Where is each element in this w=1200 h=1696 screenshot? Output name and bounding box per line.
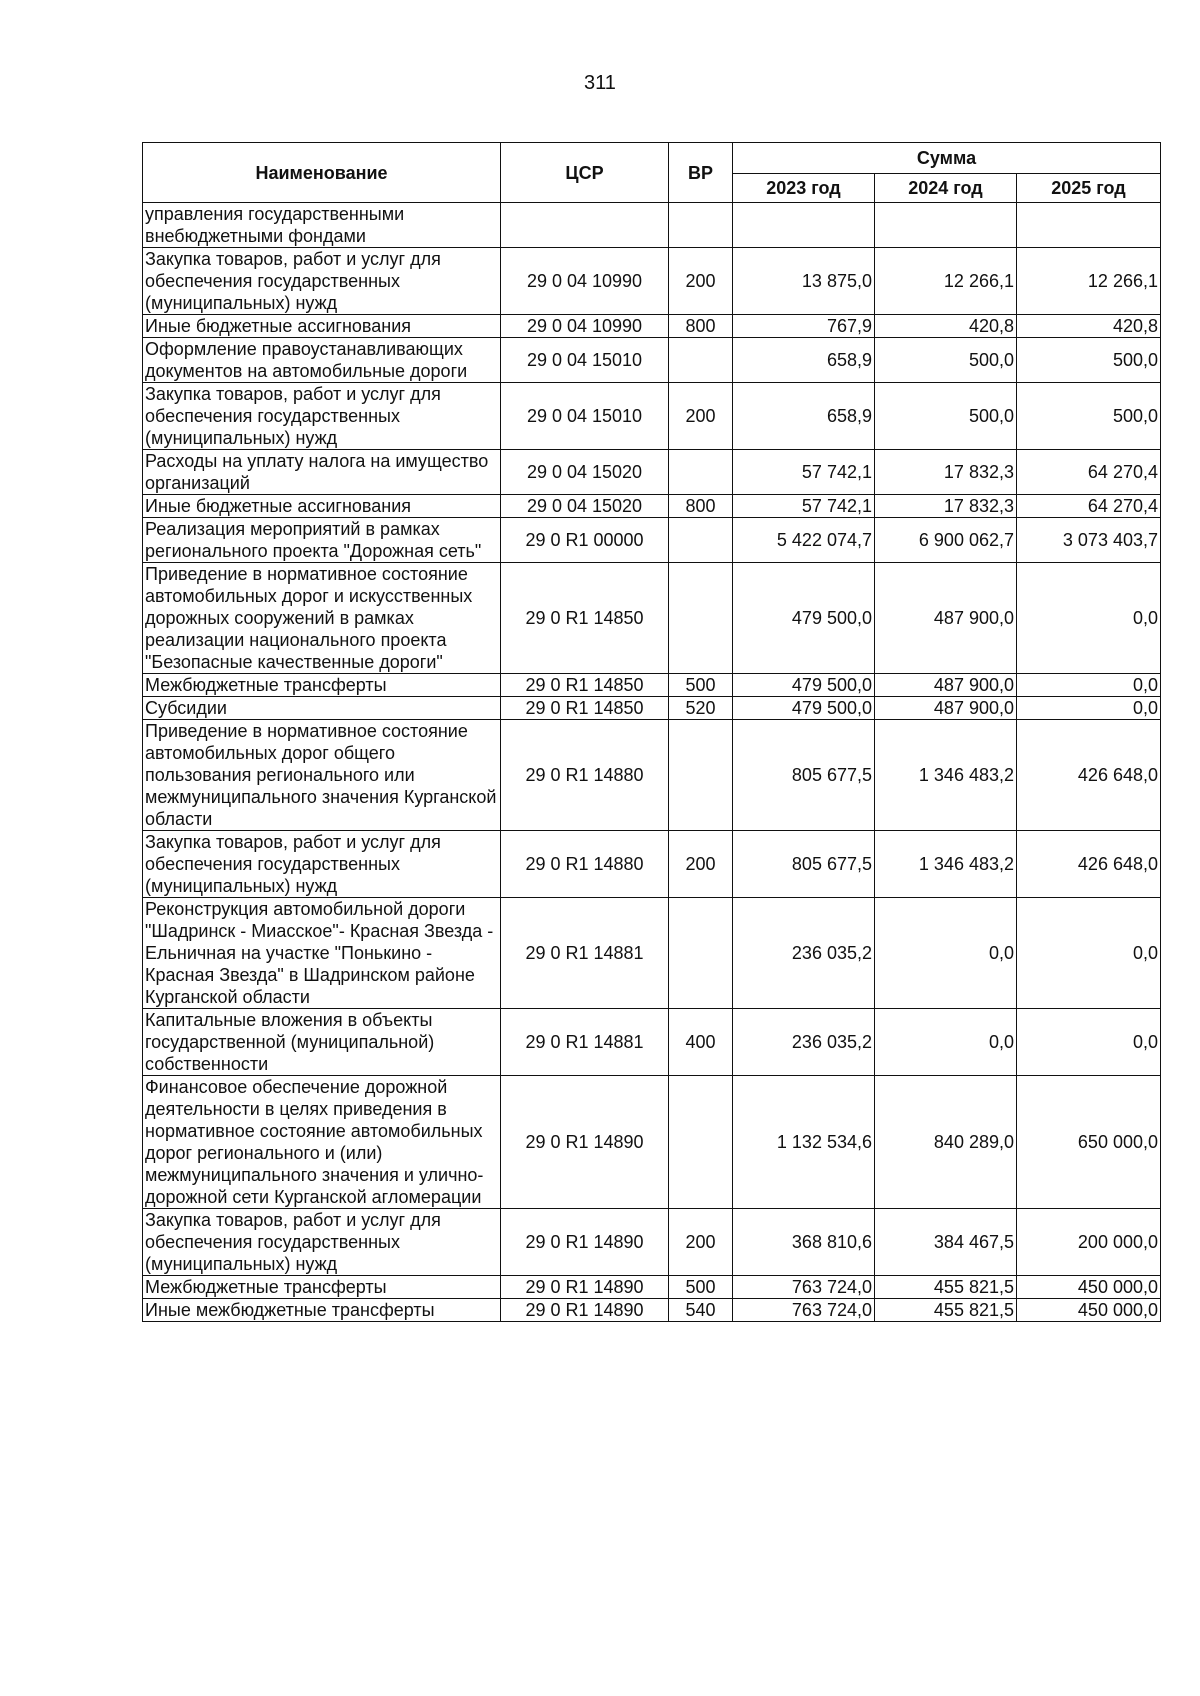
cell-sum-2024: 1 346 483,2 <box>875 720 1017 831</box>
cell-csr: 29 0 R1 14881 <box>501 1009 669 1076</box>
cell-sum-2023: 658,9 <box>733 338 875 383</box>
cell-name: управления государственными внебюджетными фондами <box>143 203 501 248</box>
cell-csr <box>501 203 669 248</box>
cell-csr: 29 0 R1 14850 <box>501 563 669 674</box>
cell-name: Приведение в нормативное состояние автомобильных дорог общего пользования регионального или межмуниципального значения Курганской области <box>143 720 501 831</box>
cell-name: Закупка товаров, работ и услуг для обеспечения государственных (муниципальных) нужд <box>143 1209 501 1276</box>
cell-sum-2024: 487 900,0 <box>875 697 1017 720</box>
header-vr: ВР <box>669 143 733 203</box>
cell-vr: 200 <box>669 1209 733 1276</box>
cell-name: Реализация мероприятий в рамках регионального проекта "Дорожная сеть" <box>143 518 501 563</box>
table-row <box>143 831 1161 898</box>
cell-vr <box>669 203 733 248</box>
cell-csr: 29 0 R1 14890 <box>501 1209 669 1276</box>
cell-name: Приведение в нормативное состояние автомобильных дорог и искусственных дорожных сооружений в рамках реализации национального проекта "Безопасные качественные дороги" <box>143 563 501 674</box>
cell-sum-2024: 420,8 <box>875 315 1017 338</box>
cell-csr: 29 0 R1 14880 <box>501 831 669 898</box>
cell-sum-2025: 0,0 <box>1017 563 1161 674</box>
cell-sum-2025: 12 266,1 <box>1017 248 1161 315</box>
cell-sum-2025: 64 270,4 <box>1017 495 1161 518</box>
table-row <box>143 697 1161 720</box>
cell-sum-2023: 236 035,2 <box>733 898 875 1009</box>
cell-vr: 520 <box>669 697 733 720</box>
cell-sum-2023: 763 724,0 <box>733 1276 875 1299</box>
cell-sum-2024: 12 266,1 <box>875 248 1017 315</box>
cell-sum-2023: 767,9 <box>733 315 875 338</box>
cell-sum-2025: 0,0 <box>1017 1009 1161 1076</box>
cell-vr <box>669 338 733 383</box>
cell-name: Закупка товаров, работ и услуг для обеспечения государственных (муниципальных) нужд <box>143 248 501 315</box>
cell-csr: 29 0 04 10990 <box>501 315 669 338</box>
cell-csr: 29 0 R1 14890 <box>501 1076 669 1209</box>
cell-vr <box>669 518 733 563</box>
cell-sum-2025: 650 000,0 <box>1017 1076 1161 1209</box>
cell-csr: 29 0 04 15020 <box>501 450 669 495</box>
cell-sum-2024: 0,0 <box>875 898 1017 1009</box>
cell-sum-2025: 450 000,0 <box>1017 1299 1161 1322</box>
header-year-2025: 2025 год <box>1017 174 1161 203</box>
cell-name: Капитальные вложения в объекты государственной (муниципальной) собственности <box>143 1009 501 1076</box>
cell-name: Иные бюджетные ассигнования <box>143 495 501 518</box>
table-row <box>143 518 1161 563</box>
cell-vr: 540 <box>669 1299 733 1322</box>
cell-vr <box>669 1076 733 1209</box>
cell-sum-2024: 17 832,3 <box>875 495 1017 518</box>
cell-vr: 200 <box>669 248 733 315</box>
cell-sum-2024: 384 467,5 <box>875 1209 1017 1276</box>
cell-sum-2025: 3 073 403,7 <box>1017 518 1161 563</box>
cell-vr <box>669 450 733 495</box>
cell-sum-2023: 479 500,0 <box>733 563 875 674</box>
cell-vr <box>669 563 733 674</box>
table-row <box>143 338 1161 383</box>
table-row <box>143 1076 1161 1209</box>
cell-sum-2023: 1 132 534,6 <box>733 1076 875 1209</box>
cell-name: Реконструкция автомобильной дороги "Шадринск - Миасское"- Красная Звезда - Ельничная на участке "Понькино - Красная Звезда" в Шадринском районе Курганской области <box>143 898 501 1009</box>
cell-sum-2024: 0,0 <box>875 1009 1017 1076</box>
header-sum: Сумма <box>733 143 1161 174</box>
cell-name: Финансовое обеспечение дорожной деятельности в целях приведения в нормативное состояние автомобильных дорог регионального и (или) межмуниципального значения и улично-дорожной сети Курганской агломерации <box>143 1076 501 1209</box>
table-row <box>143 720 1161 831</box>
table-row <box>143 1299 1161 1322</box>
cell-name: Иные бюджетные ассигнования <box>143 315 501 338</box>
table-row <box>143 203 1161 248</box>
table-row <box>143 1009 1161 1076</box>
cell-sum-2024: 6 900 062,7 <box>875 518 1017 563</box>
cell-sum-2023: 805 677,5 <box>733 720 875 831</box>
cell-sum-2023: 57 742,1 <box>733 450 875 495</box>
cell-csr: 29 0 R1 14880 <box>501 720 669 831</box>
cell-vr: 800 <box>669 315 733 338</box>
cell-sum-2024: 455 821,5 <box>875 1299 1017 1322</box>
cell-name: Закупка товаров, работ и услуг для обеспечения государственных (муниципальных) нужд <box>143 831 501 898</box>
cell-sum-2023: 57 742,1 <box>733 495 875 518</box>
cell-sum-2023: 368 810,6 <box>733 1209 875 1276</box>
cell-name: Субсидии <box>143 697 501 720</box>
cell-sum-2023: 479 500,0 <box>733 674 875 697</box>
cell-csr: 29 0 R1 14850 <box>501 674 669 697</box>
cell-csr: 29 0 04 15010 <box>501 338 669 383</box>
table-row <box>143 563 1161 674</box>
cell-sum-2023: 479 500,0 <box>733 697 875 720</box>
cell-name: Межбюджетные трансферты <box>143 1276 501 1299</box>
cell-name: Иные межбюджетные трансферты <box>143 1299 501 1322</box>
table-row <box>143 248 1161 315</box>
cell-sum-2024: 487 900,0 <box>875 563 1017 674</box>
cell-vr: 400 <box>669 1009 733 1076</box>
cell-sum-2025: 64 270,4 <box>1017 450 1161 495</box>
table-body <box>143 203 1161 1322</box>
header-csr: ЦСР <box>501 143 669 203</box>
cell-sum-2025: 426 648,0 <box>1017 720 1161 831</box>
cell-sum-2025: 500,0 <box>1017 383 1161 450</box>
cell-sum-2023: 763 724,0 <box>733 1299 875 1322</box>
cell-vr <box>669 898 733 1009</box>
cell-csr: 29 0 R1 14881 <box>501 898 669 1009</box>
cell-vr: 200 <box>669 831 733 898</box>
header-year-2023: 2023 год <box>733 174 875 203</box>
table-row <box>143 898 1161 1009</box>
cell-sum-2025: 0,0 <box>1017 898 1161 1009</box>
cell-sum-2025: 0,0 <box>1017 674 1161 697</box>
cell-csr: 29 0 R1 14890 <box>501 1299 669 1322</box>
cell-sum-2023: 658,9 <box>733 383 875 450</box>
cell-sum-2024: 17 832,3 <box>875 450 1017 495</box>
header-year-2024: 2024 год <box>875 174 1017 203</box>
table-row <box>143 315 1161 338</box>
cell-sum-2024: 500,0 <box>875 383 1017 450</box>
cell-sum-2024 <box>875 203 1017 248</box>
cell-sum-2024: 1 346 483,2 <box>875 831 1017 898</box>
cell-sum-2023: 805 677,5 <box>733 831 875 898</box>
cell-vr: 500 <box>669 1276 733 1299</box>
cell-sum-2025 <box>1017 203 1161 248</box>
table-row <box>143 383 1161 450</box>
cell-csr: 29 0 04 10990 <box>501 248 669 315</box>
table-row <box>143 495 1161 518</box>
cell-sum-2023: 236 035,2 <box>733 1009 875 1076</box>
table-row <box>143 450 1161 495</box>
cell-sum-2024: 487 900,0 <box>875 674 1017 697</box>
cell-sum-2023 <box>733 203 875 248</box>
cell-sum-2023: 5 422 074,7 <box>733 518 875 563</box>
header-name: Наименование <box>143 143 501 203</box>
cell-sum-2024: 840 289,0 <box>875 1076 1017 1209</box>
table-row <box>143 1209 1161 1276</box>
cell-name: Расходы на уплату налога на имущество организаций <box>143 450 501 495</box>
cell-name: Оформление правоустанавливающих документов на автомобильные дороги <box>143 338 501 383</box>
cell-sum-2025: 0,0 <box>1017 697 1161 720</box>
cell-sum-2024: 455 821,5 <box>875 1276 1017 1299</box>
cell-sum-2025: 426 648,0 <box>1017 831 1161 898</box>
cell-csr: 29 0 04 15010 <box>501 383 669 450</box>
cell-name: Закупка товаров, работ и услуг для обеспечения государственных (муниципальных) нужд <box>143 383 501 450</box>
cell-sum-2025: 420,8 <box>1017 315 1161 338</box>
cell-vr: 200 <box>669 383 733 450</box>
cell-name: Межбюджетные трансферты <box>143 674 501 697</box>
cell-sum-2023: 13 875,0 <box>733 248 875 315</box>
table-row <box>143 1276 1161 1299</box>
cell-vr: 500 <box>669 674 733 697</box>
cell-csr: 29 0 R1 14850 <box>501 697 669 720</box>
cell-csr: 29 0 04 15020 <box>501 495 669 518</box>
cell-sum-2025: 500,0 <box>1017 338 1161 383</box>
cell-csr: 29 0 R1 14890 <box>501 1276 669 1299</box>
cell-vr <box>669 720 733 831</box>
cell-csr: 29 0 R1 00000 <box>501 518 669 563</box>
cell-sum-2025: 450 000,0 <box>1017 1276 1161 1299</box>
budget-table <box>142 142 1161 1322</box>
table-header <box>143 143 1161 203</box>
table-row <box>143 674 1161 697</box>
cell-sum-2025: 200 000,0 <box>1017 1209 1161 1276</box>
page-number: 311 <box>584 72 616 94</box>
cell-sum-2024: 500,0 <box>875 338 1017 383</box>
cell-vr: 800 <box>669 495 733 518</box>
